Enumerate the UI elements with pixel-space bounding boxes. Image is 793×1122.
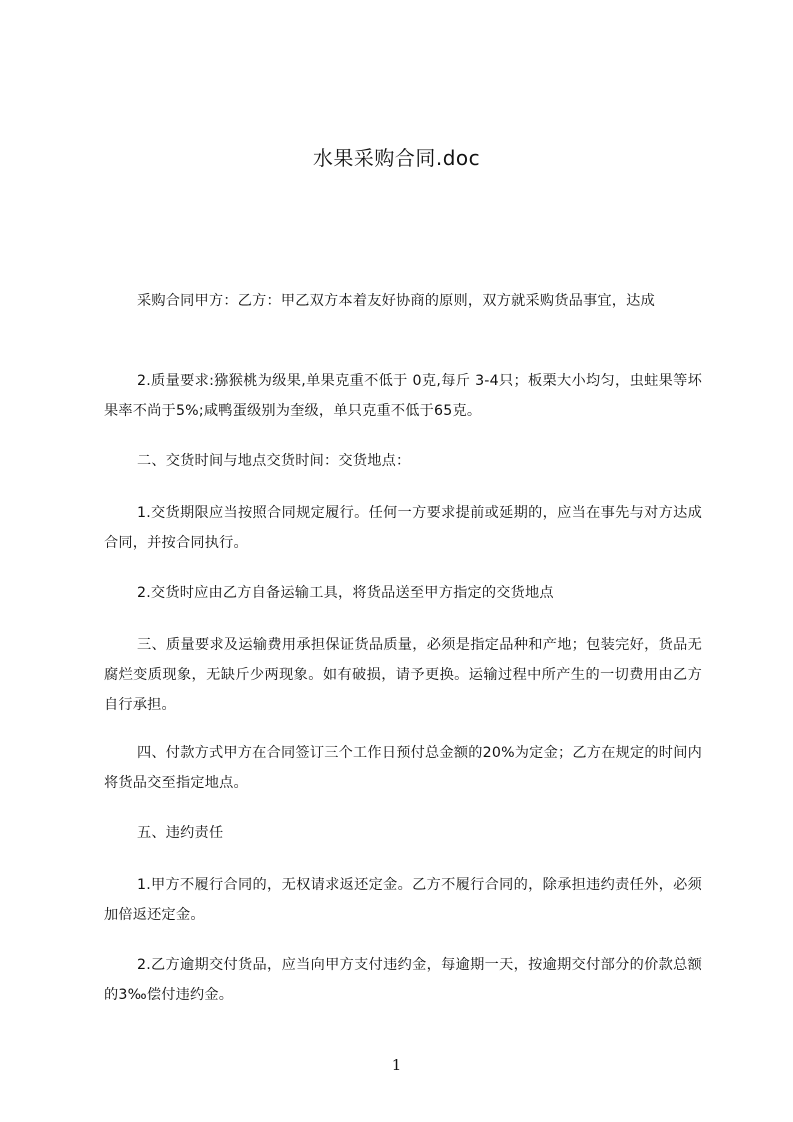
paragraph-quality-and-shipping: 三、质量要求及运输费用承担保证货品质量，必须是指定品种和产地；包装完好，货品无腐烂变质现象，无缺斤少两现象。如有破损，请予更换。运输过程中所产生的一切费用由乙方自行承担。 <box>104 637 702 713</box>
paragraph-intro: 采购合同甲方：乙方：甲乙双方本着友好协商的原则，双方就采购货品事宜，达成 <box>137 293 655 309</box>
paragraph-payment-terms: 四、付款方式甲方在合同签订三个工作日预付总金额的20%为定金；乙方在规定的时间内将货品交至指定地点。 <box>104 745 702 791</box>
document-title: 水果采购合同.doc <box>312 146 481 170</box>
paragraph-delivery-deadline: 1.交货期限应当按照合同规定履行。任何一方要求提前或延期的，应当在事先与对方达成合同，并按合同执行。 <box>104 505 702 551</box>
paragraph-delivery-transport: 2.交货时应由乙方自备运输工具，将货品送至甲方指定的交货地点 <box>137 585 554 601</box>
section-heading-delivery: 二、交货时间与地点交货时间：交货地点： <box>137 453 411 469</box>
paragraph-quality-requirements: 2.质量要求:猕猴桃为级果,单果克重不低于 0克,每斤 3-4只；板栗大小均匀，虫蛀果等坏果率不尚于5%;咸鸭蛋级别为奎级，单只克重不低于65克。 <box>104 373 702 419</box>
section-heading-liability: 五、违约责任 <box>137 825 224 841</box>
page-number: 1 <box>391 1056 402 1074</box>
paragraph-liability-deposit: 1.甲方不履行合同的，无权请求返还定金。乙方不履行合同的，除承担违约责任外，必须加倍返还定金。 <box>104 877 702 923</box>
paragraph-liability-late-delivery: 2.乙方逾期交付货品，应当向甲方支付违约金，每逾期一天，按逾期交付部分的价款总额的3‰偿付违约金。 <box>104 957 702 1003</box>
